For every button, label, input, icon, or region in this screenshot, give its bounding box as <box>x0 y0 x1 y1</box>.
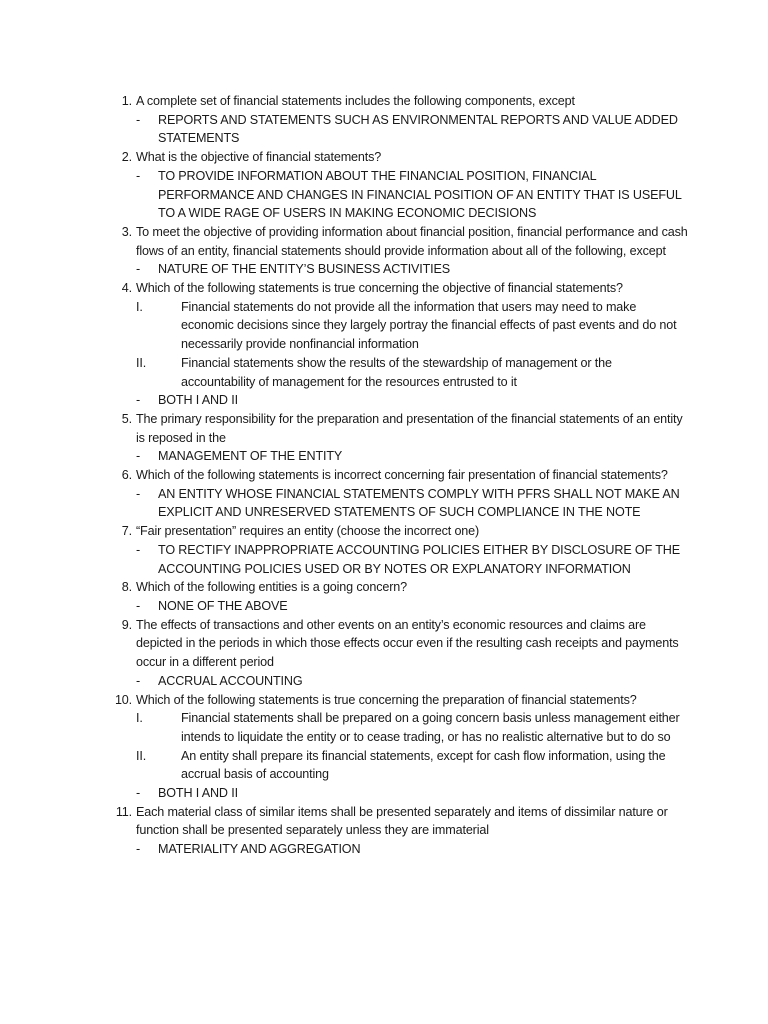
answer-bullet: - <box>136 786 141 801</box>
question-text: The effects of transactions and other events on an entity’s economic resources and claims are depicted in the periods in which those effects occur even if the resulting cash receipts and payments occur in a different period <box>136 617 679 670</box>
question-item <box>108 522 688 541</box>
statement-item <box>108 709 688 746</box>
answer-bullet: - <box>136 486 141 501</box>
question-text: “Fair presentation” requires an entity (choose the incorrect one) <box>136 524 480 539</box>
answer-text: NONE OF THE ABOVE <box>158 598 288 613</box>
statement-text: Financial statements shall be prepared on a going concern basis unless management either intends to liquidate the entity or to cease trading, or has no realistic alternative but to do so <box>181 711 680 744</box>
question-text: Which of the following statements is true concerning the objective of financial statements? <box>136 281 623 296</box>
answer-text: MATERIALITY AND AGGREGATION <box>158 842 361 857</box>
answer-item <box>108 485 688 522</box>
answer-item <box>108 167 688 223</box>
question-item <box>108 92 688 111</box>
answer-item <box>108 260 688 279</box>
statement-label: I. <box>136 299 143 314</box>
answer-bullet: - <box>136 112 141 127</box>
question-item <box>108 466 688 485</box>
question-number: 7. <box>121 524 132 539</box>
answer-text: TO PROVIDE INFORMATION ABOUT THE FINANCIAL POSITION, FINANCIAL PERFORMANCE AND CHANGES IN FINANCIAL POSITION OF AN ENTITY THAT IS USEFUL TO A WIDE RAGE OF USERS IN MAKING ECONOMIC DECISIONS <box>158 168 682 221</box>
answer-bullet: - <box>136 393 141 408</box>
question-number: 9. <box>121 617 132 632</box>
question-text: To meet the objective of providing information about financial position, financial performance and cash flows of an entity, financial statements should provide information about all of the following, except <box>136 224 688 258</box>
question-text: A complete set of financial statements includes the following components, except <box>136 94 575 108</box>
statement-text: Financial statements do not provide all the information that users may need to make economic decisions since they largely portray the financial effects of past events and do not necessarily provide nonfinancial information <box>181 299 677 352</box>
question-text: The primary responsibility for the preparation and presentation of the financial statements of an entity is reposed in the <box>136 411 683 445</box>
answer-text: NATURE OF THE ENTITY’S BUSINESS ACTIVITIES <box>158 262 451 277</box>
answer-bullet: - <box>136 449 141 464</box>
question-number: 3. <box>121 224 132 239</box>
answer-text: REPORTS AND STATEMENTS SUCH AS ENVIRONMENTAL REPORTS AND VALUE ADDED STATEMENTS <box>158 112 678 146</box>
statement-label: II. <box>136 748 147 763</box>
answer-text: ACCRUAL ACCOUNTING <box>158 673 303 688</box>
answer-item <box>108 597 688 616</box>
answer-item <box>108 784 688 803</box>
answer-text: AN ENTITY WHOSE FINANCIAL STATEMENTS COMPLY WITH PFRS SHALL NOT MAKE AN EXPLICIT AND UNRESERVED STATEMENTS OF SUCH COMPLIANCE IN THE NOTE <box>158 486 680 520</box>
answer-bullet: - <box>136 842 141 857</box>
question-item <box>108 616 688 672</box>
question-item <box>108 803 688 840</box>
statement-text: Financial statements show the results of the stewardship of management or the accountability of management for the resources entrusted to it <box>181 355 612 389</box>
answer-text: BOTH I AND II <box>158 393 238 408</box>
answer-item <box>108 840 688 859</box>
question-item <box>108 279 688 298</box>
answer-item <box>108 391 688 410</box>
answer-bullet: - <box>136 673 141 688</box>
question-text: Which of the following statements is true concerning the preparation of financial statements? <box>136 692 637 707</box>
statement-text: An entity shall prepare its financial statements, except for cash flow information, using the accrual basis of accounting <box>181 748 666 782</box>
answer-item <box>108 541 688 578</box>
answer-bullet: - <box>136 598 141 613</box>
question-item <box>108 148 688 167</box>
answer-item <box>108 672 688 691</box>
question-text: What is the objective of financial statements? <box>136 150 382 165</box>
answer-item <box>108 447 688 466</box>
question-item <box>108 691 688 710</box>
question-number: 6. <box>121 468 132 483</box>
question-number: 2. <box>121 150 132 165</box>
question-text: Which of the following statements is incorrect concerning fair presentation of financial statements? <box>136 468 668 483</box>
answer-text: TO RECTIFY INAPPROPRIATE ACCOUNTING POLICIES EITHER BY DISCLOSURE OF THE ACCOUNTING POLICIES USED OR BY NOTES OR EXPLANATORY INFORMATION <box>158 542 680 576</box>
answer-bullet: - <box>136 262 141 277</box>
question-number: 10. <box>114 692 132 707</box>
question-item <box>108 578 688 597</box>
question-text: Which of the following entities is a going concern? <box>136 580 407 595</box>
question-item <box>108 223 688 260</box>
question-text: Each material class of similar items shall be presented separately and items of dissimilar nature or function shall be presented separately unless they are immaterial <box>136 804 668 838</box>
answer-item <box>108 111 688 148</box>
question-number: 5. <box>121 411 132 426</box>
answer-text: BOTH I AND II <box>158 786 238 801</box>
statement-label: II. <box>136 355 147 370</box>
question-number: 11. <box>115 804 132 819</box>
answer-text: MANAGEMENT OF THE ENTITY <box>158 449 343 464</box>
statement-item <box>108 747 688 784</box>
question-list <box>108 92 688 859</box>
statement-label: I. <box>136 711 143 726</box>
question-number: 4. <box>121 281 132 296</box>
answer-bullet: - <box>136 542 141 557</box>
answer-bullet: - <box>136 168 141 183</box>
question-number: 1. <box>121 94 132 108</box>
statement-item <box>108 354 688 391</box>
question-number: 8. <box>121 580 132 595</box>
question-item <box>108 410 688 447</box>
statement-item <box>108 298 688 354</box>
